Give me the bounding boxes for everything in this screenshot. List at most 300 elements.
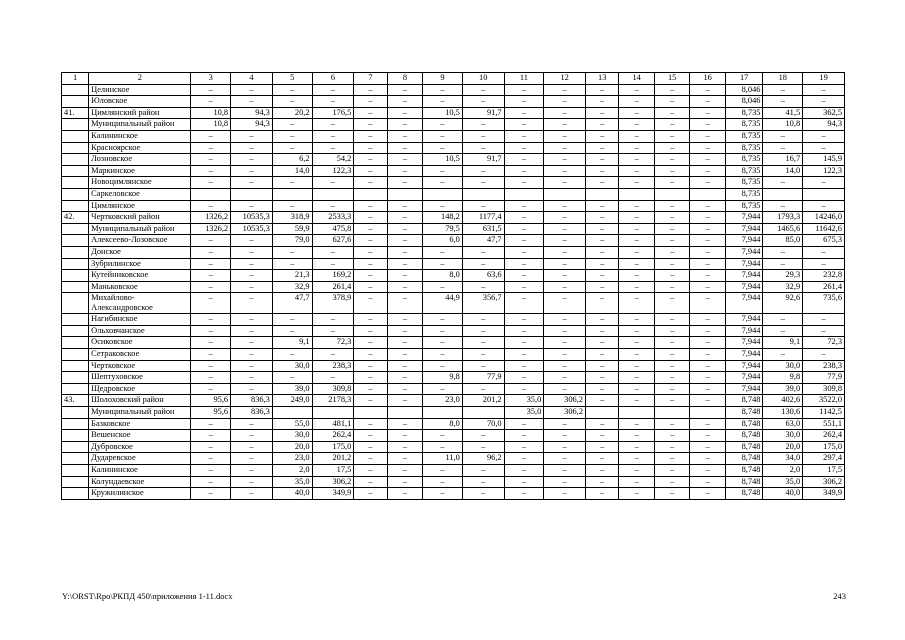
value-cell: – (803, 200, 845, 212)
value-cell: – (354, 453, 387, 465)
value-cell: – (544, 154, 586, 166)
value-cell: 6,2 (272, 154, 312, 166)
value-cell: – (191, 165, 231, 177)
value-cell: 306,2 (803, 476, 845, 488)
value-cell: – (586, 270, 619, 282)
value-cell: – (354, 142, 387, 154)
name-cell: Шептуховское (89, 372, 191, 384)
value-cell: 8,748 (725, 441, 763, 453)
value-cell: – (763, 314, 803, 326)
value-cell: – (231, 465, 273, 477)
value-cell: – (191, 441, 231, 453)
value-cell: 55,0 (272, 418, 312, 430)
value-cell: – (387, 96, 422, 108)
value-cell: – (387, 337, 422, 349)
value-cell: 7,944 (725, 383, 763, 395)
value-cell: – (586, 165, 619, 177)
table-row (62, 407, 845, 419)
value-cell: – (312, 200, 354, 212)
value-cell: – (586, 465, 619, 477)
value-cell: – (619, 235, 654, 247)
value-cell: – (354, 258, 387, 270)
value-cell: – (619, 453, 654, 465)
value-cell: 34,0 (763, 453, 803, 465)
value-cell: – (586, 200, 619, 212)
value-cell: 201,2 (312, 453, 354, 465)
column-header: 1 (62, 73, 89, 85)
value-cell: – (354, 96, 387, 108)
value-cell: – (354, 395, 387, 407)
value-cell: – (312, 84, 354, 96)
value-cell: – (231, 281, 273, 293)
value-cell: – (191, 270, 231, 282)
value-cell: 14,0 (763, 165, 803, 177)
value-cell: – (690, 372, 725, 384)
footer-page-number: 243 (833, 591, 846, 601)
table-row (62, 281, 845, 293)
value-cell: 21,3 (272, 270, 312, 282)
value-cell: – (191, 349, 231, 361)
value-cell (312, 188, 354, 200)
value-cell: – (462, 441, 504, 453)
value-cell: – (619, 360, 654, 372)
table-row (62, 188, 845, 200)
name-cell: Зубрилинское (89, 258, 191, 270)
value-cell: – (354, 476, 387, 488)
value-cell (586, 407, 619, 419)
value-cell: – (654, 314, 689, 326)
row-number-cell (62, 165, 89, 177)
value-cell: – (654, 488, 689, 500)
value-cell: – (690, 200, 725, 212)
name-cell: Цимлянский район (89, 107, 191, 119)
value-cell: – (354, 383, 387, 395)
value-cell: 309,8 (803, 383, 845, 395)
value-cell (462, 188, 504, 200)
value-cell: 8,748 (725, 465, 763, 477)
value-cell (690, 188, 725, 200)
table-row (62, 235, 845, 247)
value-cell: – (690, 84, 725, 96)
row-number-cell (62, 84, 89, 96)
value-cell: 8,735 (725, 188, 763, 200)
value-cell: – (619, 325, 654, 337)
value-cell (504, 188, 544, 200)
table-row (62, 130, 845, 142)
value-cell: – (544, 349, 586, 361)
value-cell: 7,944 (725, 223, 763, 235)
value-cell: – (462, 465, 504, 477)
value-cell: – (387, 246, 422, 258)
row-number-cell (62, 96, 89, 108)
value-cell: – (354, 177, 387, 189)
value-cell: 735,6 (803, 293, 845, 314)
value-cell: – (231, 96, 273, 108)
value-cell: – (387, 130, 422, 142)
value-cell: – (387, 107, 422, 119)
value-cell: – (544, 465, 586, 477)
value-cell: – (654, 258, 689, 270)
value-cell: – (231, 418, 273, 430)
name-cell: Маркинское (89, 165, 191, 177)
value-cell: – (654, 119, 689, 131)
value-cell: – (231, 235, 273, 247)
value-cell: – (272, 119, 312, 131)
value-cell: 10,5 (423, 154, 463, 166)
row-number-cell (62, 119, 89, 131)
value-cell: 14246,0 (803, 212, 845, 224)
name-cell: Нагибинское (89, 314, 191, 326)
value-cell: – (312, 142, 354, 154)
row-number-cell (62, 235, 89, 247)
value-cell: – (423, 325, 463, 337)
value-cell: 306,2 (312, 476, 354, 488)
value-cell: – (462, 96, 504, 108)
value-cell: – (462, 200, 504, 212)
value-cell: – (423, 349, 463, 361)
value-cell: – (803, 258, 845, 270)
row-number-cell (62, 142, 89, 154)
value-cell: – (763, 142, 803, 154)
value-cell: – (191, 235, 231, 247)
value-cell: – (504, 372, 544, 384)
value-cell: 20,0 (763, 441, 803, 453)
value-cell: – (619, 165, 654, 177)
value-cell: – (354, 441, 387, 453)
value-cell: 91,7 (462, 154, 504, 166)
value-cell: – (191, 96, 231, 108)
value-cell: – (586, 337, 619, 349)
value-cell: – (462, 349, 504, 361)
value-cell: – (803, 96, 845, 108)
value-cell: 8,735 (725, 177, 763, 189)
value-cell: 20,0 (272, 441, 312, 453)
value-cell: 30,0 (763, 360, 803, 372)
value-cell: 77,9 (803, 372, 845, 384)
value-cell: – (312, 119, 354, 131)
value-cell: 14,0 (272, 165, 312, 177)
value-cell: 47,7 (272, 293, 312, 314)
value-cell: – (272, 142, 312, 154)
value-cell: – (423, 142, 463, 154)
name-cell: Дубровское (89, 441, 191, 453)
value-cell: 7,944 (725, 293, 763, 314)
value-cell (586, 188, 619, 200)
value-cell: – (272, 200, 312, 212)
row-number-cell (62, 293, 89, 314)
value-cell: – (586, 84, 619, 96)
value-cell: 40,0 (272, 488, 312, 500)
value-cell (654, 188, 689, 200)
value-cell: – (586, 154, 619, 166)
value-cell: – (462, 258, 504, 270)
value-cell: 8,748 (725, 407, 763, 419)
value-cell: – (654, 130, 689, 142)
value-cell: 8,748 (725, 418, 763, 430)
name-cell: Лозновское (89, 154, 191, 166)
table-row (62, 360, 845, 372)
value-cell: – (763, 325, 803, 337)
value-cell: 85,0 (763, 235, 803, 247)
value-cell: – (387, 383, 422, 395)
row-number-cell (62, 177, 89, 189)
column-header: 4 (231, 73, 273, 85)
value-cell: – (586, 142, 619, 154)
value-cell: – (387, 360, 422, 372)
value-cell: – (504, 453, 544, 465)
value-cell: 40,0 (763, 488, 803, 500)
value-cell (354, 407, 387, 419)
value-cell: – (462, 119, 504, 131)
name-cell: Целинское (89, 84, 191, 96)
value-cell: – (504, 270, 544, 282)
value-cell: – (544, 270, 586, 282)
value-cell: – (654, 165, 689, 177)
name-cell: Калининское (89, 465, 191, 477)
value-cell: – (654, 337, 689, 349)
value-cell: – (690, 142, 725, 154)
value-cell: – (654, 383, 689, 395)
value-cell: – (191, 488, 231, 500)
table-row (62, 418, 845, 430)
value-cell (312, 407, 354, 419)
value-cell: – (690, 337, 725, 349)
value-cell: 8,735 (725, 154, 763, 166)
value-cell: – (619, 372, 654, 384)
value-cell: – (763, 246, 803, 258)
value-cell: – (387, 476, 422, 488)
value-cell: 10535,3 (231, 223, 273, 235)
value-cell: – (387, 235, 422, 247)
name-cell: Дударевское (89, 453, 191, 465)
value-cell: – (803, 130, 845, 142)
value-cell: – (423, 200, 463, 212)
value-cell: – (544, 84, 586, 96)
row-number-cell (62, 372, 89, 384)
value-cell: – (504, 165, 544, 177)
value-cell: – (387, 84, 422, 96)
value-cell: – (354, 223, 387, 235)
value-cell: – (354, 281, 387, 293)
value-cell: 8,735 (725, 142, 763, 154)
value-cell: – (272, 314, 312, 326)
value-cell: – (387, 488, 422, 500)
value-cell: 318,9 (272, 212, 312, 224)
value-cell (272, 188, 312, 200)
value-cell: – (544, 453, 586, 465)
value-cell: – (544, 325, 586, 337)
value-cell: 79,0 (272, 235, 312, 247)
table-row (62, 258, 845, 270)
value-cell: 631,5 (462, 223, 504, 235)
column-header: 6 (312, 73, 354, 85)
row-number-cell (62, 200, 89, 212)
column-header: 15 (654, 73, 689, 85)
value-cell: – (423, 441, 463, 453)
value-cell: – (504, 349, 544, 361)
value-cell: – (654, 372, 689, 384)
name-cell: Вешенское (89, 430, 191, 442)
value-cell: 20,2 (272, 107, 312, 119)
value-cell: – (690, 246, 725, 258)
value-cell: – (387, 293, 422, 314)
value-cell: – (586, 430, 619, 442)
value-cell: – (619, 476, 654, 488)
row-number-cell (62, 258, 89, 270)
value-cell: 44,9 (423, 293, 463, 314)
table-row (62, 476, 845, 488)
value-cell: – (423, 177, 463, 189)
value-cell: 7,944 (725, 246, 763, 258)
value-cell: 16,7 (763, 154, 803, 166)
value-cell: 7,944 (725, 325, 763, 337)
row-number-cell (62, 360, 89, 372)
name-cell: Сетраковское (89, 349, 191, 361)
value-cell: – (619, 154, 654, 166)
value-cell: – (504, 154, 544, 166)
value-cell: 94,3 (231, 119, 273, 131)
value-cell: 169,2 (312, 270, 354, 282)
value-cell: – (544, 258, 586, 270)
column-header: 12 (544, 73, 586, 85)
value-cell: – (586, 488, 619, 500)
value-cell: – (272, 349, 312, 361)
table-row (62, 177, 845, 189)
value-cell: – (654, 281, 689, 293)
value-cell: – (619, 258, 654, 270)
value-cell: – (803, 177, 845, 189)
value-cell: – (504, 200, 544, 212)
value-cell: – (544, 314, 586, 326)
value-cell: – (690, 360, 725, 372)
column-header: 17 (725, 73, 763, 85)
value-cell: 8,748 (725, 453, 763, 465)
value-cell: – (191, 293, 231, 314)
value-cell: – (690, 488, 725, 500)
table-row (62, 200, 845, 212)
value-cell: – (354, 84, 387, 96)
value-cell: 2533,3 (312, 212, 354, 224)
name-cell: Чертковский район (89, 212, 191, 224)
name-cell: Ольховчанское (89, 325, 191, 337)
value-cell: 261,4 (312, 281, 354, 293)
value-cell: – (354, 154, 387, 166)
value-cell: 122,3 (312, 165, 354, 177)
value-cell: – (619, 349, 654, 361)
value-cell: – (231, 453, 273, 465)
value-cell: – (544, 212, 586, 224)
value-cell: – (504, 177, 544, 189)
value-cell: – (654, 360, 689, 372)
name-cell: Цимлянское (89, 200, 191, 212)
row-number-cell (62, 476, 89, 488)
value-cell: – (803, 349, 845, 361)
value-cell: – (272, 372, 312, 384)
value-cell: – (354, 212, 387, 224)
value-cell (387, 407, 422, 419)
name-cell: Саркеловское (89, 188, 191, 200)
value-cell: 30,0 (272, 430, 312, 442)
value-cell: – (387, 142, 422, 154)
value-cell: – (763, 258, 803, 270)
value-cell (191, 188, 231, 200)
table-row (62, 441, 845, 453)
row-number-cell (62, 188, 89, 200)
row-number-cell (62, 430, 89, 442)
value-cell: – (763, 349, 803, 361)
table-row (62, 325, 845, 337)
value-cell: – (231, 476, 273, 488)
value-cell: – (191, 314, 231, 326)
value-cell: – (586, 418, 619, 430)
value-cell: – (544, 441, 586, 453)
value-cell: 238,3 (803, 360, 845, 372)
value-cell: – (504, 418, 544, 430)
value-cell: – (544, 130, 586, 142)
value-cell: 95,6 (191, 395, 231, 407)
value-cell (272, 407, 312, 419)
value-cell: – (387, 418, 422, 430)
value-cell: – (354, 119, 387, 131)
value-cell: – (619, 96, 654, 108)
value-cell: 47,7 (462, 235, 504, 247)
value-cell: – (387, 223, 422, 235)
value-cell: – (544, 372, 586, 384)
value-cell: – (462, 337, 504, 349)
value-cell: – (231, 349, 273, 361)
value-cell: – (423, 465, 463, 477)
value-cell: – (586, 453, 619, 465)
row-number-cell (62, 246, 89, 258)
value-cell: – (504, 430, 544, 442)
value-cell: – (423, 281, 463, 293)
value-cell: 238,3 (312, 360, 354, 372)
value-cell: – (586, 349, 619, 361)
value-cell: – (231, 314, 273, 326)
row-number-cell (62, 270, 89, 282)
value-cell: 10,8 (191, 107, 231, 119)
value-cell: – (690, 395, 725, 407)
value-cell: 17,5 (803, 465, 845, 477)
value-cell: – (544, 235, 586, 247)
value-cell: – (191, 200, 231, 212)
value-cell: – (312, 349, 354, 361)
row-number-cell (62, 154, 89, 166)
value-cell: – (690, 177, 725, 189)
value-cell: – (231, 488, 273, 500)
name-cell: Щедровское (89, 383, 191, 395)
value-cell: – (619, 488, 654, 500)
value-cell: 2178,3 (312, 395, 354, 407)
table-row (62, 314, 845, 326)
value-cell: 10,8 (191, 119, 231, 131)
value-cell: – (231, 177, 273, 189)
value-cell: 627,6 (312, 235, 354, 247)
value-cell: 8,748 (725, 395, 763, 407)
value-cell: 32,9 (272, 281, 312, 293)
value-cell: 7,944 (725, 258, 763, 270)
table-row (62, 395, 845, 407)
value-cell: – (654, 395, 689, 407)
value-cell: 94,3 (231, 107, 273, 119)
value-cell: – (619, 212, 654, 224)
value-cell: – (387, 465, 422, 477)
value-cell: – (586, 360, 619, 372)
value-cell: – (690, 270, 725, 282)
value-cell: – (504, 107, 544, 119)
value-cell: – (387, 441, 422, 453)
value-cell: – (619, 84, 654, 96)
